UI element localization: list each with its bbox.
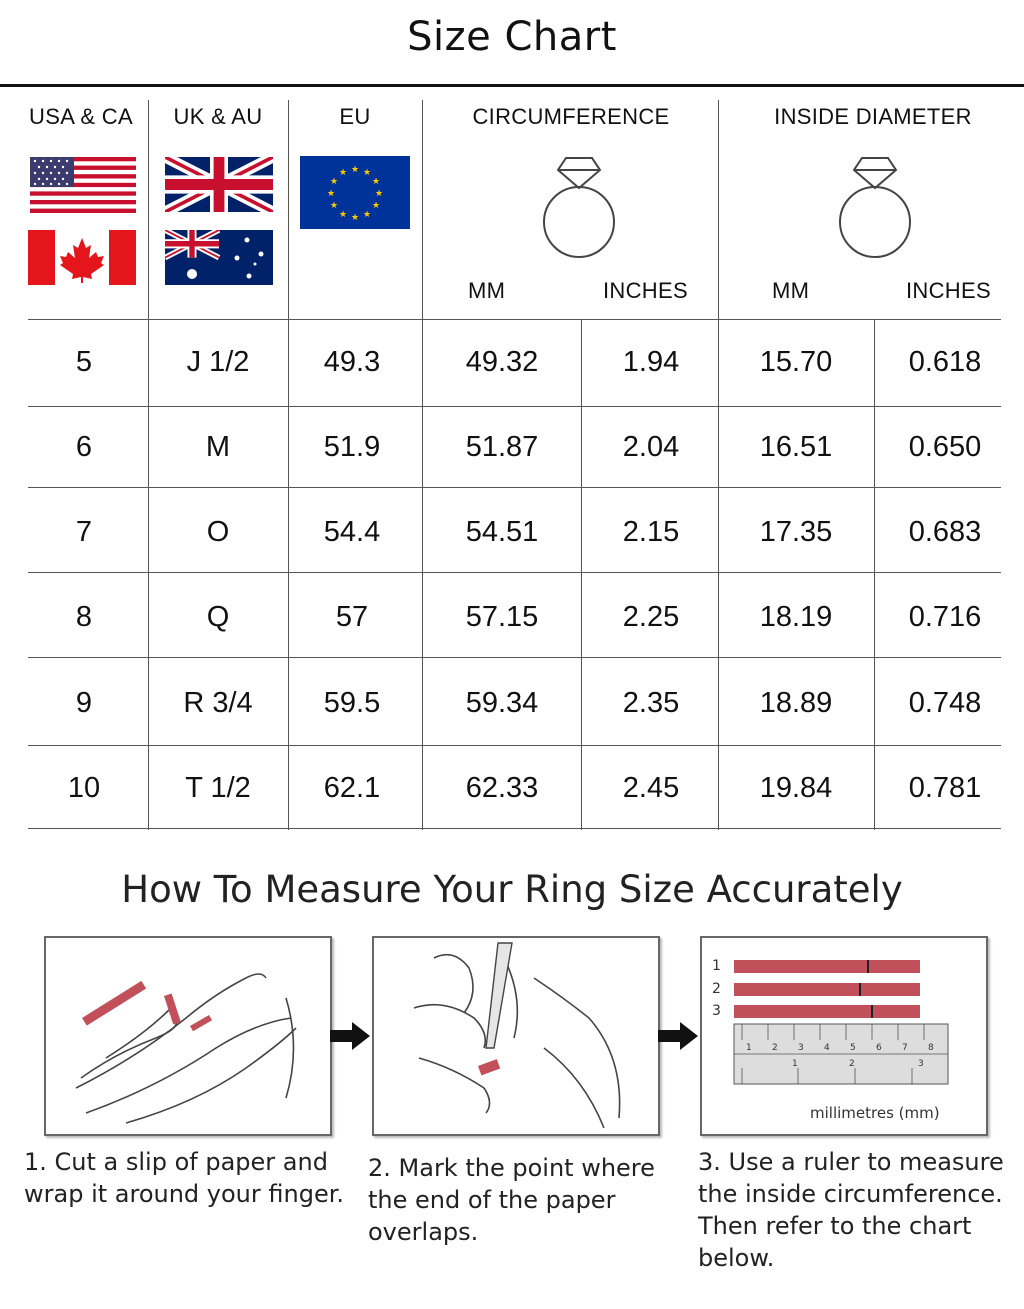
paper-strip bbox=[734, 983, 920, 996]
svg-text:★: ★ bbox=[374, 189, 384, 199]
step1-illustration bbox=[44, 936, 332, 1136]
svg-text:★: ★ bbox=[371, 201, 381, 211]
how-to-heading: How To Measure Your Ring Size Accurately bbox=[121, 868, 903, 911]
row-divider bbox=[28, 572, 1001, 573]
step3-line: the inside circumference. bbox=[698, 1180, 1003, 1208]
circumference-inches-cell: 2.35 bbox=[622, 687, 680, 719]
ruler-inch-label: 3 bbox=[918, 1059, 924, 1069]
diameter-inches-cell: 0.748 bbox=[908, 687, 982, 719]
ruler-cm-label: 6 bbox=[876, 1043, 882, 1053]
ruler-inch-label: 2 bbox=[849, 1059, 855, 1069]
diameter-inches-cell: 0.683 bbox=[908, 516, 982, 548]
ruler-cm-label: 3 bbox=[798, 1043, 804, 1053]
step3-caption bbox=[698, 1146, 1004, 1274]
uk-size-cell: O bbox=[206, 516, 230, 548]
strip-label: 2 bbox=[712, 981, 721, 997]
circumference-inches-cell: 2.45 bbox=[622, 772, 680, 804]
column-divider bbox=[148, 100, 149, 830]
column-divider bbox=[288, 100, 289, 830]
usa-flag-icon bbox=[30, 157, 136, 213]
uk-size-cell: M bbox=[205, 431, 231, 463]
diameter-mm-cell: 18.19 bbox=[759, 601, 833, 633]
circumference-mm-cell: 49.32 bbox=[465, 346, 539, 378]
circumference-inches-label: INCHES bbox=[603, 278, 688, 303]
step1-caption bbox=[24, 1146, 344, 1210]
ruler-cm-label: 2 bbox=[772, 1043, 778, 1053]
step2-illustration bbox=[372, 936, 660, 1136]
row-divider bbox=[28, 487, 1001, 488]
ring-icon bbox=[538, 152, 620, 262]
diameter-inches-cell: 0.650 bbox=[908, 431, 982, 463]
step3-illustration bbox=[700, 936, 988, 1136]
step2-line: the end of the paper bbox=[368, 1186, 616, 1214]
eu-size-cell: 49.3 bbox=[323, 346, 381, 378]
right-arrow-icon bbox=[330, 1020, 370, 1052]
svg-text:★: ★ bbox=[371, 177, 381, 187]
strip-label: 1 bbox=[712, 958, 721, 974]
page-title: Size Chart bbox=[407, 14, 617, 60]
step1-line: 1. Cut a slip of paper and bbox=[24, 1148, 328, 1176]
row-divider bbox=[28, 828, 1001, 829]
step3-line: 3. Use a ruler to measure bbox=[698, 1148, 1004, 1176]
header-usa-ca: USA & CA bbox=[29, 104, 133, 129]
circumference-mm-cell: 59.34 bbox=[465, 687, 539, 719]
us-size-cell: 5 bbox=[75, 346, 93, 378]
row-divider bbox=[28, 319, 1001, 320]
uk-size-cell: T 1/2 bbox=[185, 772, 251, 804]
paper-strip bbox=[734, 1005, 920, 1018]
header-eu: EU bbox=[339, 104, 371, 129]
diameter-mm-cell: 19.84 bbox=[759, 772, 833, 804]
uk-size-cell: J 1/2 bbox=[186, 346, 250, 378]
us-size-cell: 10 bbox=[67, 772, 101, 804]
row-divider bbox=[28, 406, 1001, 407]
column-divider bbox=[718, 100, 719, 830]
circumference-mm-cell: 51.87 bbox=[465, 431, 539, 463]
svg-text:★: ★ bbox=[326, 189, 336, 199]
circumference-mm-cell: 57.15 bbox=[465, 601, 539, 633]
right-arrow-icon bbox=[658, 1020, 698, 1052]
diameter-mm-label: MM bbox=[772, 278, 810, 303]
circumference-inches-cell: 2.04 bbox=[622, 431, 680, 463]
eu-size-cell: 51.9 bbox=[323, 431, 381, 463]
column-divider bbox=[422, 100, 423, 830]
diameter-inches-label: INCHES bbox=[906, 278, 991, 303]
diameter-mm-cell: 17.35 bbox=[759, 516, 833, 548]
us-size-cell: 8 bbox=[75, 601, 93, 633]
us-size-cell: 6 bbox=[75, 431, 93, 463]
step2-line: 2. Mark the point where bbox=[368, 1154, 655, 1182]
circumference-mm-cell: 54.51 bbox=[465, 516, 539, 548]
eu-size-cell: 57 bbox=[335, 601, 369, 633]
diameter-mm-cell: 16.51 bbox=[759, 431, 833, 463]
ruler-cm-label: 8 bbox=[928, 1043, 934, 1053]
header-inside-diameter: INSIDE DIAMETER bbox=[774, 104, 972, 129]
eu-size-cell: 62.1 bbox=[323, 772, 381, 804]
eu-size-cell: 54.4 bbox=[323, 516, 381, 548]
ruler-inch-label: 1 bbox=[792, 1059, 798, 1069]
title-divider bbox=[0, 84, 1024, 87]
us-size-cell: 7 bbox=[75, 516, 93, 548]
uk-size-cell: R 3/4 bbox=[183, 687, 253, 719]
column-divider bbox=[581, 320, 582, 830]
ruler-caption: millimetres (mm) bbox=[810, 1104, 940, 1122]
us-size-cell: 9 bbox=[75, 687, 93, 719]
step2-caption bbox=[368, 1152, 655, 1248]
svg-text:★: ★ bbox=[350, 213, 360, 223]
ruler-cm-label: 1 bbox=[746, 1043, 752, 1053]
hand-marking-paper-icon bbox=[374, 938, 658, 1134]
diameter-mm-cell: 15.70 bbox=[759, 346, 833, 378]
diameter-inches-cell: 0.716 bbox=[908, 601, 982, 633]
svg-text:★: ★ bbox=[362, 168, 372, 178]
paper-strip bbox=[734, 960, 920, 973]
svg-text:★: ★ bbox=[329, 201, 339, 211]
circumference-inches-cell: 2.15 bbox=[622, 516, 680, 548]
hand-wrapping-paper-icon bbox=[46, 938, 330, 1134]
australia-flag-icon bbox=[165, 230, 273, 285]
canada-flag-icon bbox=[28, 230, 136, 285]
column-divider bbox=[874, 320, 875, 830]
circumference-inches-cell: 2.25 bbox=[622, 601, 680, 633]
strip-label: 3 bbox=[712, 1003, 721, 1019]
header-circumference: CIRCUMFERENCE bbox=[472, 104, 670, 129]
row-divider bbox=[28, 657, 1001, 658]
eu-flag-icon bbox=[300, 156, 410, 229]
circumference-mm-cell: 62.33 bbox=[465, 772, 539, 804]
svg-text:★: ★ bbox=[338, 168, 348, 178]
diameter-inches-cell: 0.618 bbox=[908, 346, 982, 378]
uk-flag-icon bbox=[165, 157, 273, 212]
step3-line: below. bbox=[698, 1244, 775, 1272]
circumference-mm-label: MM bbox=[468, 278, 506, 303]
ruler-cm-label: 7 bbox=[902, 1043, 908, 1053]
row-divider bbox=[28, 745, 1001, 746]
svg-text:★: ★ bbox=[362, 210, 372, 220]
svg-text:★: ★ bbox=[338, 210, 348, 220]
circumference-inches-cell: 1.94 bbox=[622, 346, 680, 378]
ruler-cm-label: 5 bbox=[850, 1043, 856, 1053]
step1-line: wrap it around your finger. bbox=[24, 1180, 345, 1208]
step2-line: overlaps. bbox=[368, 1218, 479, 1246]
svg-text:★: ★ bbox=[329, 177, 339, 187]
uk-size-cell: Q bbox=[206, 601, 230, 633]
ruler-measurement-icon bbox=[702, 938, 986, 1134]
diameter-inches-cell: 0.781 bbox=[908, 772, 982, 804]
eu-size-cell: 59.5 bbox=[323, 687, 381, 719]
step3-line: Then refer to the chart bbox=[698, 1212, 972, 1240]
ruler-cm-label: 4 bbox=[824, 1043, 830, 1053]
header-uk-au: UK & AU bbox=[173, 104, 263, 129]
svg-text:★: ★ bbox=[350, 165, 360, 175]
diameter-mm-cell: 18.89 bbox=[759, 687, 833, 719]
ring-icon bbox=[834, 152, 916, 262]
